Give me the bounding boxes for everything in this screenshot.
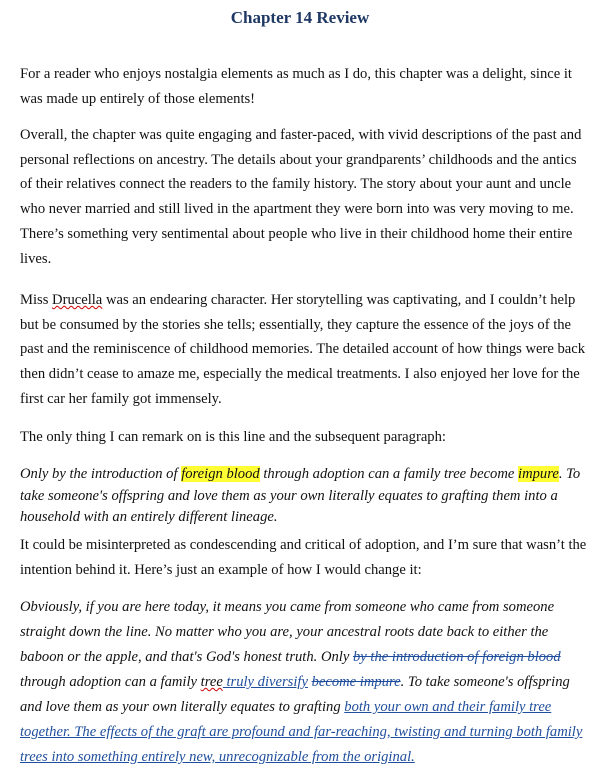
text-line: household with an entirely different lineage. <box>20 509 278 525</box>
text-line: but be consumed by the stories she tells; essentially, they capture the essence of the joys of the <box>20 316 572 333</box>
paragraph-suggestion <box>20 533 592 582</box>
paragraph-drucella <box>20 288 592 412</box>
tracked-deletion[interactable]: become impure <box>311 674 401 690</box>
tracked-deletion[interactable]: by the introduction of foreign blood <box>352 649 561 665</box>
tracked-insertion[interactable]: truly diversify <box>222 674 308 690</box>
text-line: Obviously, if you are here today, it means you came from someone who came from someone <box>20 599 555 615</box>
text-run: Only by the introduction of <box>20 466 182 482</box>
text-line <box>20 670 592 695</box>
text-run: and love them as your own literally equates to grafting <box>20 699 345 715</box>
paragraph-overall <box>20 123 592 271</box>
quoted-passage <box>20 464 592 529</box>
text-line <box>20 645 592 670</box>
text-line: straight down the line. No matter who you are, your ancestral roots date back to either the <box>20 624 549 640</box>
text-line: Overall, the chapter was quite engaging and faster-paced, with vivid descriptions of the past and <box>20 127 582 143</box>
text-run: Miss <box>20 292 53 308</box>
text-run: . To take someone's offspring <box>400 674 570 690</box>
tracked-insertion[interactable]: both your own and their family tree <box>344 699 552 715</box>
text-line: The only thing I can remark on is this line and the subsequent paragraph: <box>20 429 446 445</box>
text-line: intention behind it. Here’s just an example of how I would change it: <box>20 561 422 578</box>
text-line: There’s something very sentimental about people who live in their childhood home their entire <box>20 225 573 242</box>
page-title: Chapter 14 Review <box>230 8 370 27</box>
spellcheck-word[interactable]: Drucella <box>52 292 103 308</box>
text-run: through adoption can a family tree become <box>259 466 519 482</box>
spellcheck-word[interactable]: tree <box>200 674 223 690</box>
paragraph-intro <box>20 62 592 111</box>
text-line: then didn’t cease to amaze me, especially the medical treatments. I also enjoyed her love for the <box>20 366 580 383</box>
paragraph-remark <box>20 425 592 450</box>
highlight-foreign-blood: foreign blood <box>181 466 260 482</box>
text-line: was made up entirely of those elements! <box>20 90 256 107</box>
text-run: was an endearing character. Her storytelling was captivating, and I couldn’t help <box>102 292 576 308</box>
text-line: of their relatives connect the readers to the family history. The story about your aunt and uncle <box>20 176 572 193</box>
tracked-insertion-line[interactable]: trees into something entirely new, unrecognizable from the original. <box>20 749 415 765</box>
text-line: past and the reminiscence of childhood memories. The detailed account of how things were back <box>20 341 586 358</box>
text-line <box>20 695 592 720</box>
text-line <box>20 288 592 313</box>
text-line <box>20 464 592 486</box>
text-line: who never married and still lived in the apartment they were born into was very moving to me. <box>20 201 574 218</box>
text-line: personal reflections on ancestry. The details about your grandparents’ childhoods and the antics <box>20 151 577 168</box>
text-line: lives. <box>20 250 52 267</box>
text-run: baboon or the apple, and that's God's honest truth. Only <box>20 649 353 665</box>
text-line: It could be misinterpreted as condescending and critical of adoption, and I’m sure that wasn’t the <box>20 537 587 553</box>
text-line: take someone's offspring and love them as your own literally equates to grafting them into a <box>20 487 558 504</box>
text-run: through adoption can a family <box>20 674 201 690</box>
text-line: For a reader who enjoys nostalgia elements as much as I do, this chapter was a delight, since it <box>20 66 572 82</box>
text-run: . To <box>558 466 581 482</box>
text-line: first car her family got immensely. <box>20 390 222 407</box>
highlight-impure: impure <box>518 466 559 482</box>
tracked-insertion-line[interactable]: together. The effects of the graft are profound and far-reaching, twisting and turning both family <box>20 724 583 740</box>
revised-passage <box>20 595 592 770</box>
